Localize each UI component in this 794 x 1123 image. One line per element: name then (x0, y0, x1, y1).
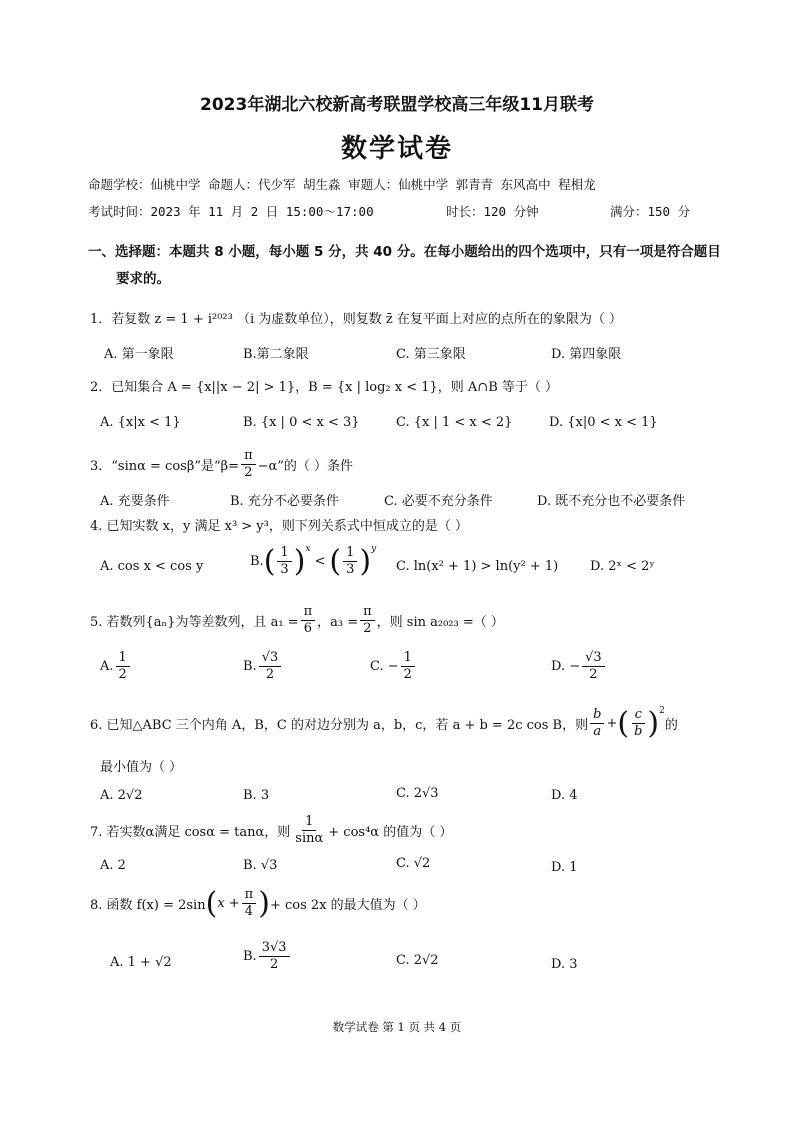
question-2: 2．已知集合 A = {x||x − 2| > 1}，B = {x | log₂ x < 1}，则 A∩B 等于（ ） (90, 380, 559, 395)
q8-x-plus: x + (217, 896, 240, 911)
q5-option-c (370, 650, 417, 683)
exam-duration: 时长：120 分钟 (446, 204, 539, 219)
question-1: 1．若复数 z = 1 + i²⁰²³ （i 为虚数单位），则复数 z̄ 在复平面上对应的点所在的象限为（ ） (90, 312, 623, 327)
q4-option-c: C. ln(x² + 1) > ln(y² + 1) (396, 559, 559, 574)
q5-text: 5. 若数列{aₙ}为等差数列，且 a₁ = (90, 615, 299, 630)
plus-sign: + (606, 716, 618, 731)
frac-num: 1 (401, 650, 415, 667)
q5-tail: ，则 sin a₂₀₂₃ =（ ） (376, 615, 504, 630)
question-6 (90, 706, 678, 741)
left-paren: ( (263, 544, 276, 579)
frac-den: 2 (265, 667, 275, 682)
right-paren: ) (258, 886, 270, 921)
option-frac (259, 940, 290, 973)
q4-option-a: A. cos x < cos y (100, 559, 204, 574)
q2-option-b: B. {x | 0 < x < 3} (243, 415, 360, 430)
frac-den: sinα (295, 831, 324, 846)
frac-num: 3√3 (259, 940, 290, 957)
q4-frac-x (277, 545, 291, 578)
q5-option-d (551, 650, 607, 683)
q5-frac-a1 (301, 604, 316, 637)
right-paren: ) (647, 706, 660, 741)
option-label: C. − (370, 659, 399, 674)
question-7 (90, 814, 452, 847)
q6-tail: 的 (664, 718, 678, 733)
q8-option-b (243, 940, 292, 973)
q7-option-c: C. √2 (396, 856, 431, 871)
q7-option-d: D. 1 (551, 860, 578, 875)
q5-mid: ，a₃ = (317, 615, 359, 630)
frac-num: π (360, 604, 375, 621)
q2-option-d: D. {x|0 < x < 1} (549, 415, 658, 430)
frac-den: 3 (346, 562, 355, 577)
q7-option-b: B. √3 (243, 858, 278, 873)
exp-y: y (371, 544, 377, 554)
authors-line: 命题学校：仙桃中学 命题人：代少军 胡生淼 审题人：仙桃中学 郭青青 东风高中 程相龙 (88, 177, 596, 192)
q6-frac-cb (631, 707, 645, 740)
frac-den: 4 (244, 904, 254, 919)
section-heading-cont: 要求的。 (116, 271, 170, 287)
q3-frac-den: 2 (244, 465, 253, 480)
q8-option-c: C. 2√2 (396, 953, 439, 968)
frac-num: π (301, 604, 316, 621)
q4-option-b (250, 544, 376, 579)
exam-title: 2023年湖北六校新高考联盟学校高三年级11月联考 (200, 95, 594, 115)
q7-frac (292, 814, 326, 847)
q7-option-a: A. 2 (100, 858, 126, 873)
frac-num: √3 (259, 650, 282, 667)
frac-num: √3 (582, 650, 605, 667)
q2-option-a: A. {x|x < 1} (100, 415, 181, 430)
frac-num: π (242, 887, 257, 904)
q5-frac-a3 (360, 604, 375, 637)
q8-frac (242, 887, 257, 920)
exponent-two: 2 (659, 706, 665, 716)
q8-text: 8. 函数 f(x) = 2sin (90, 898, 206, 913)
q3-frac-num: π (241, 448, 256, 465)
q8-tail: + cos 2x 的最大值为（ ） (269, 898, 426, 913)
option-label: A. (100, 659, 114, 674)
frac-den: a (593, 724, 602, 739)
q7-text: 7. 若实数α满足 cosα = tanα，则 (90, 825, 291, 840)
q3-option-b: B. 充分不必要条件 (230, 494, 339, 509)
q4-frac-y (343, 545, 357, 578)
frac-den: 2 (118, 667, 127, 682)
option-label: B. (243, 659, 257, 674)
option-frac (259, 650, 282, 683)
subject-title: 数学试卷 (340, 134, 453, 164)
q3-fraction (241, 448, 256, 481)
left-paren: ( (205, 886, 218, 921)
frac-num: 1 (116, 650, 130, 667)
frac-den: 2 (589, 667, 598, 682)
exam-time: 考试时间：2023 年 11 月 2 日 15:00～17:00 (88, 204, 374, 219)
q6-frac-ba (590, 707, 604, 740)
question-3 (90, 448, 353, 481)
q1-option-c: C. 第三象限 (396, 347, 466, 362)
left-paren: ( (329, 544, 342, 579)
frac-num: 1 (277, 545, 291, 562)
section-heading: 一、选择题：本题共 8 小题，每小题 5 分，共 40 分。在每小题给出的四个选项中，只有一项是符合题目 (88, 244, 721, 260)
q3-text: 3．“sinα = cosβ”是“β= (90, 459, 240, 474)
option-frac (582, 650, 605, 683)
left-paren: ( (617, 706, 630, 741)
q3-tail: −α”的（ ）条件 (257, 459, 354, 474)
q3-option-c: C. 必要不充分条件 (384, 494, 493, 509)
q6-text: 6. 已知△ABC 三个内角 A，B，C 的对边分别为 a，b，c，若 a + b = 2c cos B，则 (90, 718, 589, 733)
frac-den: 2 (269, 957, 279, 972)
option-frac (401, 650, 415, 683)
q1-option-b: B.第二象限 (243, 347, 309, 362)
page-footer: 数学试卷 第 1 页 共 4 页 (332, 1020, 462, 1034)
frac-den: 2 (363, 621, 372, 636)
q2-option-c: C. {x | 1 < x < 2} (396, 415, 513, 430)
right-paren: ) (359, 544, 372, 579)
q6-option-a: A. 2√2 (100, 788, 143, 803)
frac-num: 1 (302, 814, 316, 831)
frac-den: 3 (280, 562, 289, 577)
q6-option-b: B. 3 (243, 788, 270, 803)
q7-tail: + cos⁴α 的值为（ ） (328, 825, 453, 840)
q6-option-c: C. 2√3 (396, 786, 439, 801)
q5-option-a (100, 650, 132, 683)
right-paren: ) (293, 544, 306, 579)
frac-num: b (590, 707, 604, 724)
q3-option-d: D. 既不充分也不必要条件 (537, 494, 686, 509)
q6-option-d: D. 4 (551, 788, 578, 803)
frac-den: b (634, 724, 643, 739)
question-5 (90, 604, 504, 637)
frac-num: 1 (343, 545, 357, 562)
q5-option-b (243, 650, 283, 683)
question-6-cont: 最小值为（ ） (100, 760, 183, 775)
q3-option-a: A. 充要条件 (100, 494, 170, 509)
q1-option-d: D. 第四象限 (551, 347, 622, 362)
q4-option-d: D. 2ˣ < 2ʸ (590, 559, 655, 574)
question-8 (90, 886, 426, 921)
q4-option-b-label: B. (250, 554, 264, 569)
frac-den: 6 (303, 621, 312, 636)
option-frac (116, 650, 130, 683)
q1-option-a: A. 第一象限 (104, 347, 174, 362)
q8-option-a: A. 1 + √2 (110, 955, 172, 970)
frac-num: c (632, 707, 645, 724)
q8-option-d: D. 3 (551, 957, 578, 972)
exp-x: x (305, 544, 311, 554)
frac-den: 2 (403, 667, 412, 682)
option-label: D. − (551, 659, 581, 674)
less-than: < (314, 554, 326, 569)
option-label: B. (243, 949, 257, 964)
exam-score: 满分：150 分 (610, 204, 691, 219)
question-4: 4. 已知实数 x，y 满足 x³ > y³，则下列关系式中恒成立的是（ ） (90, 519, 468, 534)
